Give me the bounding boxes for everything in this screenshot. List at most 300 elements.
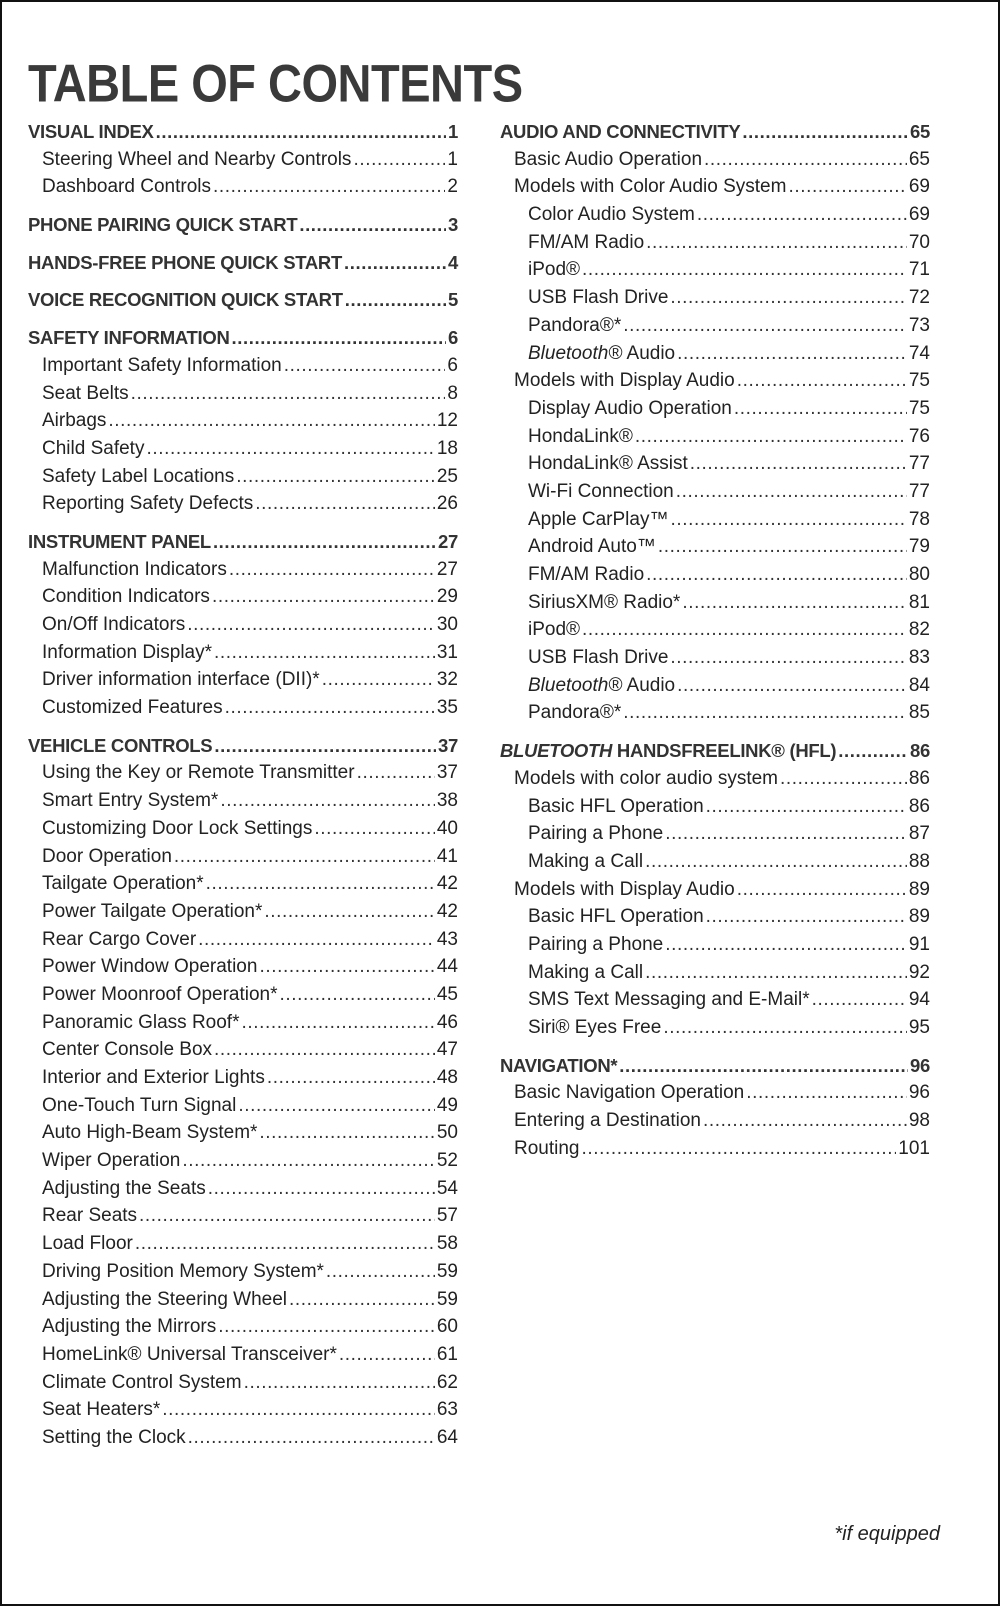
- toc-page-number: 58: [436, 1233, 458, 1255]
- toc-entry-hondalink[interactable]: [500, 423, 930, 451]
- toc-entry-rear-seats[interactable]: [28, 1202, 458, 1230]
- toc-page-number: 3: [448, 214, 458, 236]
- toc-column-left: [28, 118, 458, 1452]
- toc-entry-label: Customizing Door Lock Settings: [42, 817, 313, 839]
- toc-entry-pairing-a-phone[interactable]: [500, 820, 930, 848]
- toc-entry-label: Adjusting the Steering Wheel: [42, 1288, 288, 1310]
- dot-leader: [838, 737, 908, 765]
- toc-page-number: 75: [908, 370, 930, 392]
- toc-entry-label: Airbags: [42, 410, 107, 432]
- dot-leader: [677, 672, 907, 700]
- dot-leader: [213, 528, 436, 556]
- toc-page-number: 27: [438, 530, 458, 552]
- toc-entry-apple-carplay[interactable]: [500, 506, 930, 534]
- toc-entry-label: VOICE RECOGNITION QUICK START: [28, 289, 343, 311]
- toc-page-number: 101: [898, 1137, 930, 1159]
- toc-entry-models-with-color-audio-system[interactable]: [500, 765, 930, 793]
- dot-leader: [737, 876, 907, 904]
- toc-page-number: 74: [908, 342, 930, 364]
- toc-entry-condition-indicators[interactable]: [28, 583, 458, 611]
- toc-entry-making-a-call[interactable]: [500, 848, 930, 876]
- dot-leader: [682, 589, 907, 617]
- toc-entry-android-auto[interactable]: [500, 533, 930, 561]
- toc-entry-fm-am-radio[interactable]: [500, 561, 930, 589]
- toc-entry-label: Load Floor: [42, 1233, 133, 1255]
- toc-entry-malfunction-indicators[interactable]: [28, 556, 458, 584]
- dot-leader: [206, 870, 435, 898]
- dot-leader: [345, 286, 446, 314]
- dot-leader: [344, 249, 446, 277]
- toc-page-number: 87: [908, 823, 930, 845]
- toc-page-number: 77: [908, 453, 930, 475]
- toc-page-number: 29: [436, 586, 458, 608]
- toc-entry-label: SMS Text Messaging and E-Mail*: [528, 989, 810, 1011]
- toc-entry-label: HomeLink® Universal Transceiver*: [42, 1343, 337, 1365]
- toc-page-number: 65: [910, 121, 930, 142]
- toc-entry-rear-cargo-cover[interactable]: [28, 926, 458, 954]
- toc-entry-models-with-color-audio-system[interactable]: [500, 173, 930, 201]
- toc-entry-usb-flash-drive[interactable]: [500, 284, 930, 312]
- toc-entry-label: Steering Wheel and Nearby Controls: [42, 148, 352, 170]
- dot-leader: [299, 211, 446, 239]
- toc-page-number: 89: [908, 878, 930, 900]
- toc-entry-pandora[interactable]: [500, 312, 930, 340]
- toc-page-number: 31: [436, 641, 458, 663]
- dot-leader: [703, 1107, 907, 1135]
- toc-entry-usb-flash-drive[interactable]: [500, 644, 930, 672]
- toc-entry-label: AUDIO AND CONNECTIVITY: [500, 121, 741, 142]
- toc-entry-label: Setting the Clock: [42, 1426, 186, 1448]
- toc-page-number: 69: [908, 204, 930, 226]
- toc-page-number: 71: [908, 259, 930, 281]
- toc-entry-label: Routing: [514, 1137, 580, 1159]
- toc-entry-label: Basic Audio Operation: [514, 148, 703, 170]
- toc-entry-hondalink-assist[interactable]: [500, 450, 930, 478]
- toc-page-number: 47: [436, 1039, 458, 1061]
- dot-leader: [229, 556, 435, 584]
- toc-entry-label: One-Touch Turn Signal: [42, 1094, 237, 1116]
- toc-entry-label: Making a Call: [528, 850, 644, 872]
- toc-page-number: 85: [908, 702, 930, 724]
- toc-entry-label: Basic Navigation Operation: [514, 1082, 745, 1104]
- toc-page-number: 12: [436, 410, 458, 432]
- toc-page-number: 42: [436, 900, 458, 922]
- toc-entry-siri-eyes-free[interactable]: [500, 1014, 930, 1042]
- section-gap: [500, 727, 930, 737]
- toc-entry-label: Rear Seats: [42, 1205, 138, 1227]
- toc-page-number: 44: [436, 956, 458, 978]
- dot-leader: [241, 1009, 434, 1037]
- toc-page-number: 96: [908, 1082, 930, 1104]
- toc-page-number: 77: [908, 480, 930, 502]
- toc-entry-label: Models with Color Audio System: [514, 176, 787, 198]
- toc-entry-label: Basic HFL Operation: [528, 795, 704, 817]
- toc-page-number: 6: [447, 354, 458, 376]
- dot-leader: [812, 986, 907, 1014]
- dot-leader: [623, 312, 907, 340]
- toc-entry-label: iPod®: [528, 259, 581, 281]
- dot-leader: [677, 340, 907, 368]
- toc-entry-label: HondaLink® Assist: [528, 453, 688, 475]
- toc-entry-label: Seat Belts: [42, 382, 129, 404]
- toc-entry-label: Apple CarPlay™: [528, 508, 669, 530]
- dot-leader: [238, 1092, 435, 1120]
- dot-leader: [635, 423, 907, 451]
- toc-page-number: 59: [436, 1288, 458, 1310]
- toc-page-number: 72: [908, 287, 930, 309]
- toc-entry-models-with-display-audio[interactable]: [500, 876, 930, 904]
- toc-page-number: 86: [908, 795, 930, 817]
- dot-leader: [146, 435, 434, 463]
- dot-leader: [322, 666, 435, 694]
- toc-entry-fm-am-radio[interactable]: [500, 229, 930, 257]
- toc-entry-basic-audio-operation[interactable]: [500, 146, 930, 174]
- toc-entry-label: Pandora®*: [528, 314, 622, 336]
- toc-page-number: 49: [436, 1094, 458, 1116]
- dot-leader: [131, 380, 446, 408]
- toc-entry-label: Door Operation: [42, 845, 172, 867]
- toc-entry-climate-control-system[interactable]: [28, 1369, 458, 1397]
- dot-leader: [646, 561, 907, 589]
- dot-leader: [734, 395, 907, 423]
- toc-entry-center-console-box[interactable]: [28, 1036, 458, 1064]
- toc-entry-pairing-a-phone[interactable]: [500, 931, 930, 959]
- dot-leader: [670, 506, 906, 534]
- toc-entry-label: Center Console Box: [42, 1039, 213, 1061]
- toc-entry-homelink-universal-transceiver[interactable]: [28, 1341, 458, 1369]
- toc-entry-label: Display Audio Operation: [528, 397, 732, 419]
- toc-section-audio-and-connectivity[interactable]: [500, 118, 930, 146]
- section-gap: [500, 1042, 930, 1052]
- dot-leader: [289, 1286, 435, 1314]
- toc-entry-ipod[interactable]: [500, 616, 930, 644]
- toc-page-number: 69: [908, 176, 930, 198]
- toc-entry-panoramic-glass-roof[interactable]: [28, 1009, 458, 1037]
- toc-column-right: [500, 118, 930, 1162]
- toc-entry-setting-the-clock[interactable]: [28, 1424, 458, 1452]
- toc-entry-smart-entry-system[interactable]: [28, 787, 458, 815]
- dot-leader: [645, 959, 907, 987]
- toc-entry-label: Child Safety: [42, 437, 145, 459]
- toc-section-navigation[interactable]: [500, 1052, 930, 1080]
- toc-entry-bluetooth-audio[interactable]: [500, 340, 930, 368]
- toc-entry-basic-navigation-operation[interactable]: [500, 1079, 930, 1107]
- toc-section-safety-information[interactable]: [28, 324, 458, 352]
- toc-entry-label: FM/AM Radio: [528, 564, 645, 585]
- dot-leader: [108, 407, 434, 435]
- dot-leader: [214, 732, 436, 760]
- toc-entry-load-floor[interactable]: [28, 1230, 458, 1258]
- toc-entry-label: Power Moonroof Operation*: [42, 983, 278, 1005]
- toc-entry-label: Power Tailgate Operation*: [42, 900, 263, 922]
- toc-entry-power-window-operation[interactable]: [28, 953, 458, 981]
- dot-leader: [188, 1424, 435, 1452]
- dot-leader: [232, 324, 446, 352]
- toc-entry-label: On/Off Indicators: [42, 614, 186, 635]
- section-gap: [28, 722, 458, 732]
- toc-entry-label: Climate Control System: [42, 1371, 242, 1393]
- toc-entry-child-safety[interactable]: [28, 435, 458, 463]
- toc-entry-label: BLUETOOTH HANDSFREELINK® (HFL): [500, 740, 837, 762]
- toc-section-visual-index[interactable]: [28, 118, 458, 146]
- toc-entry-label: Bluetooth® Audio: [528, 674, 676, 696]
- toc-entry-basic-hfl-operation[interactable]: [500, 903, 930, 931]
- toc-entry-customized-features[interactable]: [28, 694, 458, 722]
- dot-leader: [582, 256, 907, 284]
- dot-leader: [619, 1052, 908, 1080]
- toc-page-number: 26: [436, 493, 458, 515]
- dot-leader: [697, 201, 907, 229]
- toc-entry-adjusting-the-seats[interactable]: [28, 1175, 458, 1203]
- toc-entry-steering-wheel-and-nearby-controls[interactable]: [28, 146, 458, 174]
- toc-page-number: 65: [908, 148, 930, 170]
- toc-entry-door-operation[interactable]: [28, 843, 458, 871]
- toc-entry-label: Models with Display Audio: [514, 878, 735, 900]
- toc-entry-label: NAVIGATION*: [500, 1054, 618, 1076]
- toc-entry-label: Tailgate Operation*: [42, 873, 204, 895]
- toc-section-instrument-panel[interactable]: [28, 528, 458, 556]
- toc-page-number: 96: [910, 1054, 930, 1076]
- toc-entry-airbags[interactable]: [28, 407, 458, 435]
- dot-leader: [646, 229, 907, 257]
- toc-page-number: 75: [908, 397, 930, 419]
- toc-entry-label: PHONE PAIRING QUICK START: [28, 214, 298, 236]
- toc-entry-using-the-key-or-remote-transmitter[interactable]: [28, 759, 458, 787]
- toc-entry-models-with-display-audio[interactable]: [500, 367, 930, 395]
- toc-entry-pandora[interactable]: [500, 699, 930, 727]
- toc-entry-label: iPod®: [528, 619, 581, 641]
- dot-leader: [174, 843, 435, 871]
- toc-page-number: 1: [448, 121, 458, 142]
- toc-entry-label: INSTRUMENT PANEL: [28, 530, 211, 552]
- toc-entry-label: Models with color audio system: [514, 767, 778, 789]
- toc-entry-power-tailgate-operation[interactable]: [28, 898, 458, 926]
- dot-leader: [212, 583, 435, 611]
- toc-entry-display-audio-operation[interactable]: [500, 395, 930, 423]
- dot-leader: [670, 284, 906, 312]
- toc-entry-entering-a-destination[interactable]: [500, 1107, 930, 1135]
- toc-page-number: 57: [436, 1205, 458, 1227]
- toc-page-number: 81: [908, 591, 930, 613]
- dot-leader: [236, 463, 435, 491]
- toc-entry-wi-fi-connection[interactable]: [500, 478, 930, 506]
- toc-entry-label: Wi-Fi Connection: [528, 480, 674, 502]
- toc-entry-reporting-safety-defects[interactable]: [28, 490, 458, 518]
- toc-entry-information-display[interactable]: [28, 639, 458, 667]
- toc-entry-label: Safety Label Locations: [42, 465, 235, 487]
- toc-entry-label: Dashboard Controls: [42, 176, 211, 198]
- dot-leader: [255, 490, 435, 518]
- toc-entry-label: USB Flash Drive: [528, 647, 669, 669]
- toc-entry-label: Basic HFL Operation: [528, 906, 704, 928]
- toc-entry-label: Android Auto™: [528, 536, 656, 558]
- toc-entry-label: Seat Heaters*: [42, 1399, 161, 1421]
- toc-entry-label: Siri® Eyes Free: [528, 1017, 662, 1038]
- toc-entry-label: Power Window Operation: [42, 956, 258, 978]
- toc-page-number: 95: [908, 1017, 930, 1038]
- toc-entry-basic-hfl-operation[interactable]: [500, 793, 930, 821]
- dot-leader: [742, 118, 908, 146]
- toc-page-number: 1: [447, 148, 458, 170]
- toc-entry-label: Information Display*: [42, 641, 213, 663]
- dot-leader: [706, 793, 907, 821]
- dot-leader: [314, 815, 435, 843]
- toc-entry-tailgate-operation[interactable]: [28, 870, 458, 898]
- toc-entry-label: Important Safety Information: [42, 354, 282, 376]
- toc-entry-seat-belts[interactable]: [28, 380, 458, 408]
- toc-page-number: 38: [436, 790, 458, 812]
- toc-section-bluetooth-handsfreelink-hfl[interactable]: [500, 737, 930, 765]
- toc-page-number: 52: [436, 1150, 458, 1172]
- toc-section-phone-pairing-quick-start[interactable]: [28, 211, 458, 239]
- dot-leader: [706, 903, 907, 931]
- dot-leader: [737, 367, 907, 395]
- toc-page-number: 70: [908, 231, 930, 253]
- dot-leader: [645, 848, 907, 876]
- toc-entry-color-audio-system[interactable]: [500, 201, 930, 229]
- toc-entry-important-safety-information[interactable]: [28, 352, 458, 380]
- toc-entry-safety-label-locations[interactable]: [28, 463, 458, 491]
- toc-entry-label: VEHICLE CONTROLS: [28, 734, 213, 756]
- section-gap: [28, 239, 458, 249]
- toc-entry-interior-and-exterior-lights[interactable]: [28, 1064, 458, 1092]
- toc-page-number: 89: [908, 906, 930, 928]
- toc-entry-wiper-operation[interactable]: [28, 1147, 458, 1175]
- toc-entry-label: HANDS-FREE PHONE QUICK START: [28, 251, 342, 273]
- dot-leader: [220, 787, 435, 815]
- dot-leader: [244, 1369, 435, 1397]
- dot-leader: [339, 1341, 435, 1369]
- section-gap: [28, 518, 458, 528]
- toc-page-number: 73: [908, 314, 930, 336]
- toc-page-number: 86: [910, 740, 930, 762]
- toc-entry-label: Wiper Operation: [42, 1150, 181, 1172]
- toc-entry-label: Pandora®*: [528, 702, 622, 724]
- toc-page-number: 98: [908, 1110, 930, 1132]
- dot-leader: [259, 953, 434, 981]
- dot-leader: [746, 1079, 907, 1107]
- toc-entry-label: Adjusting the Seats: [42, 1177, 206, 1199]
- toc-page-number: 8: [447, 382, 458, 404]
- toc-entry-driving-position-memory-system[interactable]: [28, 1258, 458, 1286]
- toc-page-number: 60: [436, 1316, 458, 1338]
- dot-leader: [676, 478, 907, 506]
- toc-entry-label: Pairing a Phone: [528, 823, 664, 845]
- dot-leader: [670, 644, 906, 672]
- toc-entry-label: Smart Entry System*: [42, 790, 219, 812]
- dot-leader: [663, 1014, 907, 1042]
- toc-page-number: 62: [436, 1371, 458, 1393]
- toc-page-number: 86: [908, 767, 930, 789]
- toc-entry-dashboard-controls[interactable]: [28, 173, 458, 201]
- dot-leader: [214, 1036, 435, 1064]
- toc-entry-adjusting-the-steering-wheel[interactable]: [28, 1286, 458, 1314]
- dot-leader: [582, 616, 907, 644]
- toc-entry-sms-text-messaging-and-e-mail[interactable]: [500, 986, 930, 1014]
- toc-entry-label: Adjusting the Mirrors: [42, 1316, 217, 1338]
- dot-leader: [267, 1064, 435, 1092]
- toc-page-number: 6: [448, 327, 458, 349]
- dot-leader: [582, 1135, 897, 1163]
- dot-leader: [135, 1230, 435, 1258]
- dot-leader: [704, 146, 907, 174]
- toc-page-number: 83: [908, 647, 930, 669]
- toc-entry-label: Interior and Exterior Lights: [42, 1067, 265, 1088]
- dot-leader: [259, 1119, 434, 1147]
- toc-entry-label: Auto High-Beam System*: [42, 1122, 258, 1144]
- dot-leader: [218, 1313, 435, 1341]
- toc-entry-auto-high-beam-system[interactable]: [28, 1119, 458, 1147]
- toc-entry-label: VISUAL INDEX: [28, 121, 154, 142]
- toc-section-vehicle-controls[interactable]: [28, 732, 458, 760]
- toc-section-voice-recognition-quick-start[interactable]: [28, 286, 458, 314]
- toc-entry-label: Driver information interface (DII)*: [42, 669, 320, 691]
- toc-page-number: 92: [908, 961, 930, 983]
- toc-entry-routing[interactable]: [500, 1135, 930, 1163]
- toc-section-hands-free-phone-quick-start[interactable]: [28, 249, 458, 277]
- toc-page-number: 25: [436, 465, 458, 487]
- toc-entry-label: Panoramic Glass Roof*: [42, 1011, 240, 1033]
- toc-page-number: 94: [908, 989, 930, 1011]
- toc-page-number: 18: [436, 437, 458, 459]
- toc-page-number: 4: [448, 251, 458, 273]
- dot-leader: [788, 173, 906, 201]
- toc-entry-bluetooth-audio[interactable]: [500, 672, 930, 700]
- dot-leader: [690, 450, 907, 478]
- toc-page-number: 63: [436, 1399, 458, 1421]
- toc-entry-label: Condition Indicators: [42, 586, 210, 608]
- toc-page-number: 2: [447, 176, 458, 198]
- toc-page-number: 46: [436, 1011, 458, 1033]
- toc-page-number: 43: [436, 928, 458, 950]
- toc-entry-ipod[interactable]: [500, 256, 930, 284]
- toc-entry-customizing-door-lock-settings[interactable]: [28, 815, 458, 843]
- toc-page-number: 37: [436, 762, 458, 784]
- toc-page-number: 64: [436, 1426, 458, 1448]
- toc-entry-label: SAFETY INFORMATION: [28, 327, 230, 349]
- toc-entry-label: USB Flash Drive: [528, 287, 669, 309]
- dot-leader: [214, 639, 435, 667]
- toc-entry-on-off-indicators[interactable]: [28, 611, 458, 639]
- toc-entry-siriusxm-radio[interactable]: [500, 589, 930, 617]
- toc-page-number: 78: [908, 508, 930, 530]
- dot-leader: [182, 1147, 435, 1175]
- dot-leader: [623, 699, 907, 727]
- toc-page-number: 37: [438, 734, 458, 756]
- toc-entry-label: Driving Position Memory System*: [42, 1260, 324, 1282]
- toc-entry-label: SiriusXM® Radio*: [528, 591, 681, 613]
- toc-entry-label: Using the Key or Remote Transmitter: [42, 762, 355, 784]
- toc-page-number: 88: [908, 850, 930, 872]
- dot-leader: [665, 931, 907, 959]
- toc-entry-driver-information-interface-dii[interactable]: [28, 666, 458, 694]
- toc-entry-one-touch-turn-signal[interactable]: [28, 1092, 458, 1120]
- toc-entry-label: Pairing a Phone: [528, 933, 664, 955]
- toc-entry-label: Entering a Destination: [514, 1110, 701, 1132]
- toc-page-number: 82: [908, 619, 930, 641]
- toc-page-number: 45: [436, 983, 458, 1005]
- toc-page-number: 59: [436, 1260, 458, 1282]
- toc-entry-seat-heaters[interactable]: [28, 1396, 458, 1424]
- dot-leader: [357, 759, 435, 787]
- toc-page-number: 32: [436, 669, 458, 691]
- dot-leader: [162, 1396, 435, 1424]
- toc-entry-power-moonroof-operation[interactable]: [28, 981, 458, 1009]
- toc-entry-adjusting-the-mirrors[interactable]: [28, 1313, 458, 1341]
- dot-leader: [665, 820, 907, 848]
- toc-entry-making-a-call[interactable]: [500, 959, 930, 987]
- toc-entry-label: Making a Call: [528, 961, 644, 983]
